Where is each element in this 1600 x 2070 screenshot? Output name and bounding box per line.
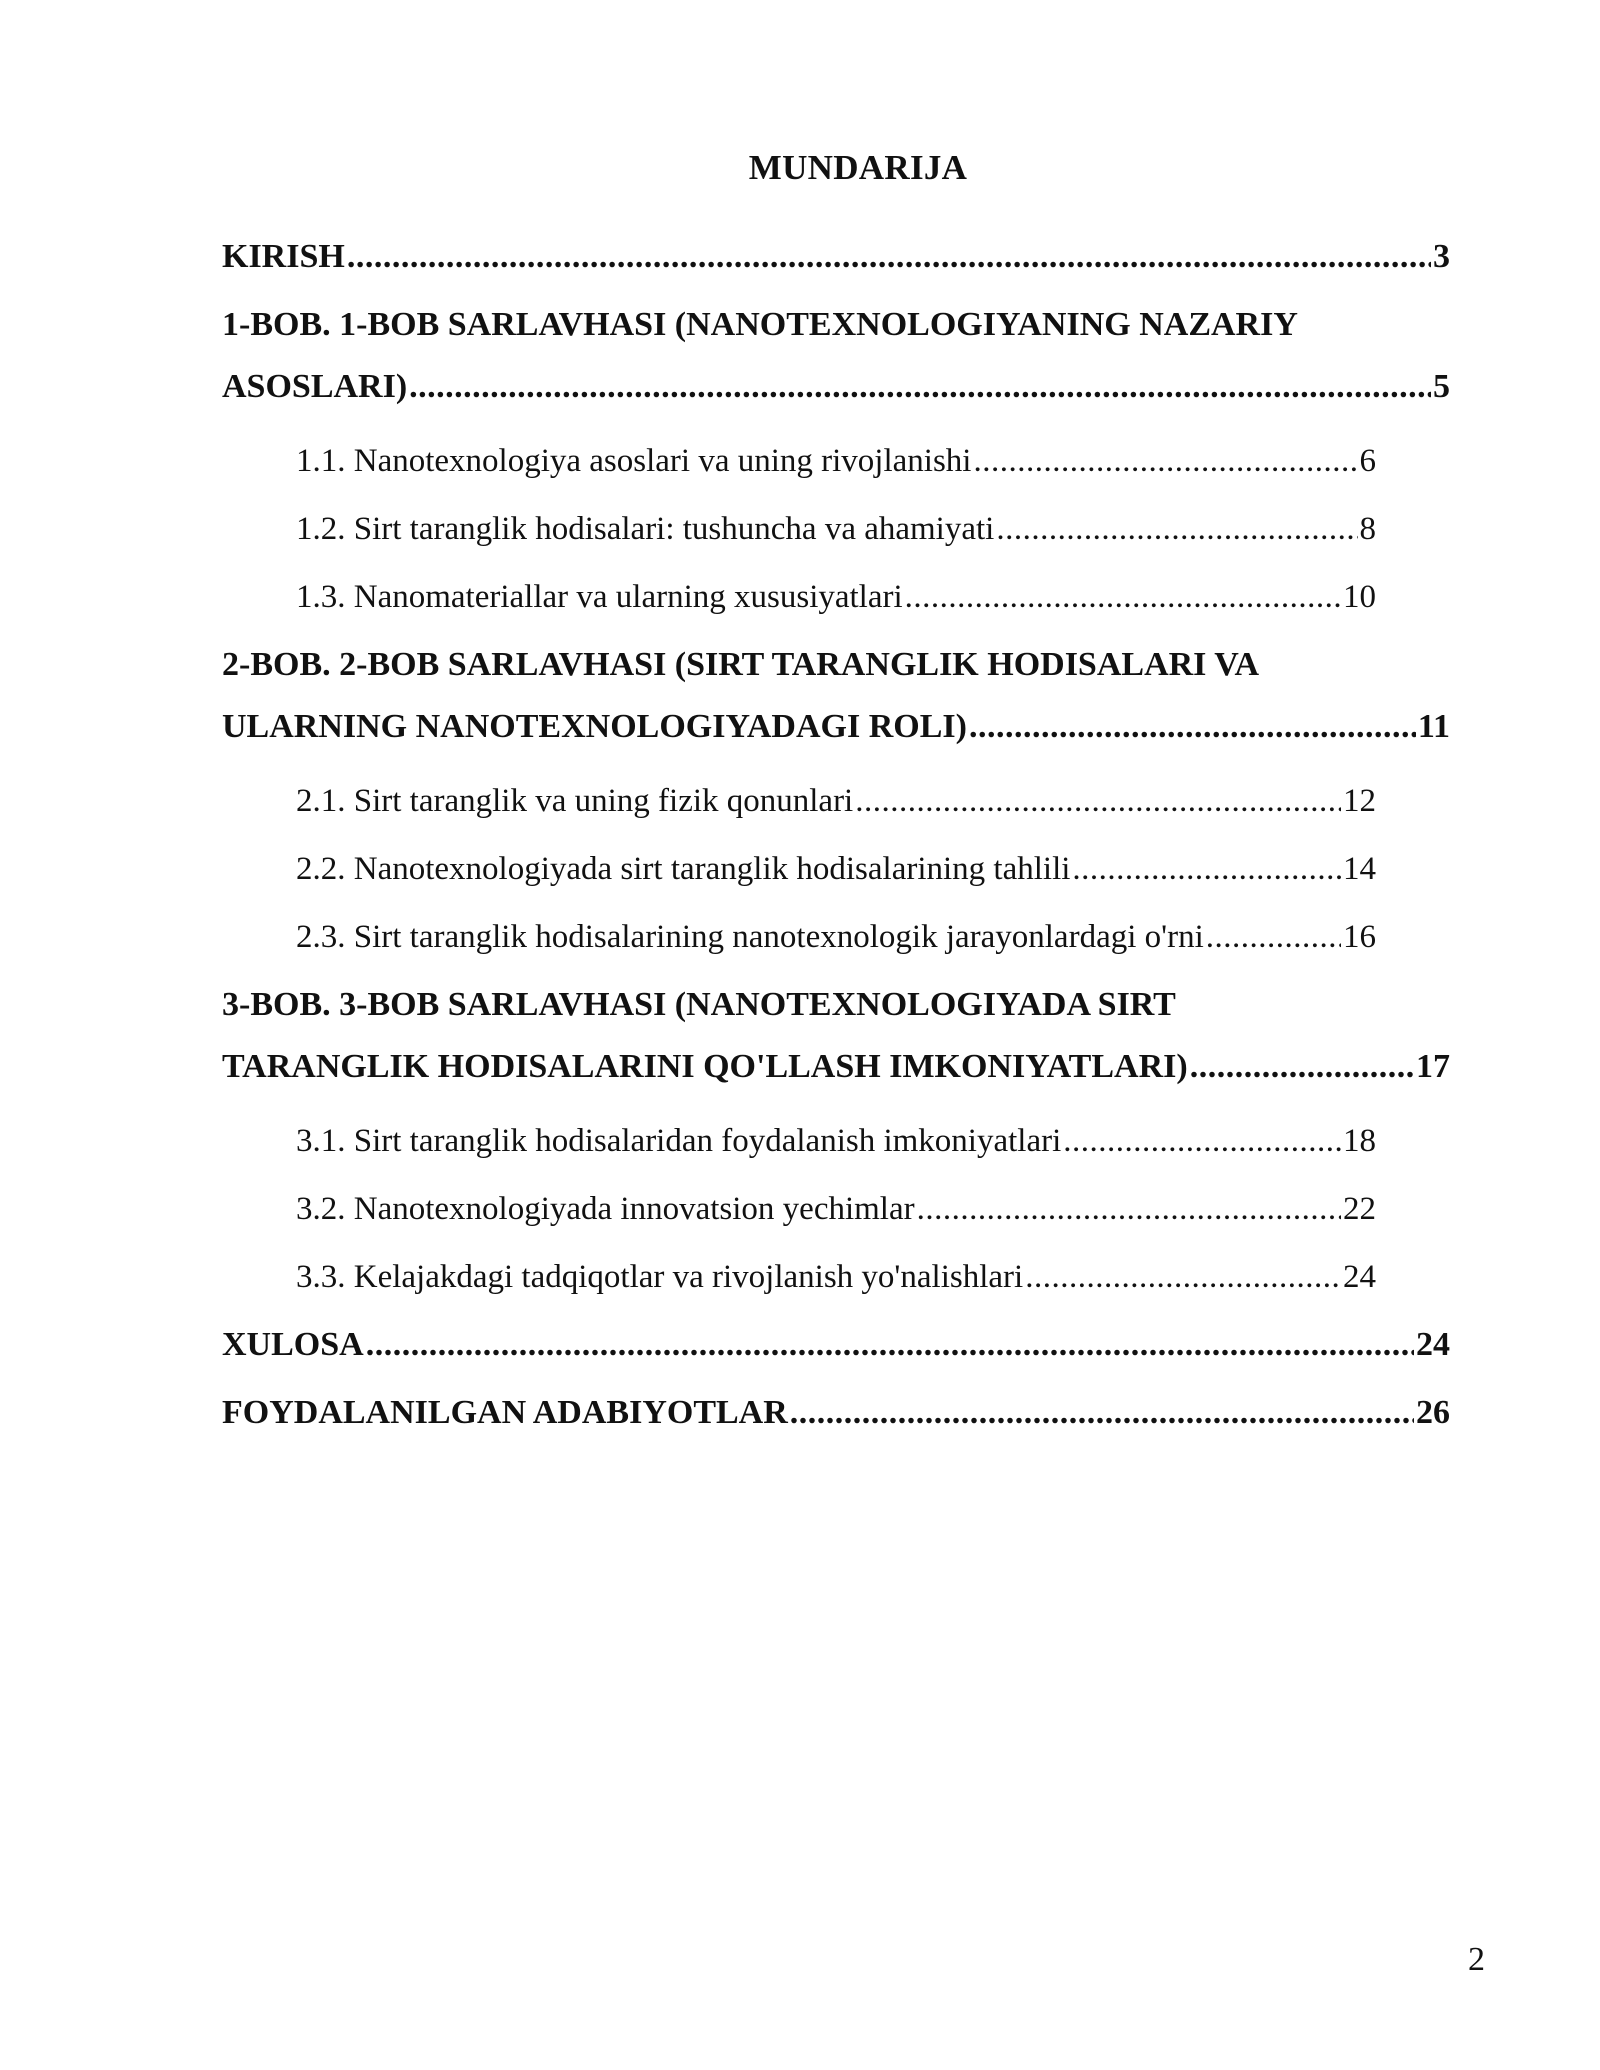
toc-entry-references[interactable] (222, 1382, 1450, 1450)
toc-page-number: 22 (1343, 1191, 1376, 1227)
toc-dot-leader (1025, 1246, 1341, 1308)
toc-entry-chapter-1[interactable] (222, 294, 1450, 430)
toc-page-number: 6 (1359, 443, 1376, 479)
toc-entry-title: XULOSA (222, 1326, 364, 1363)
toc-page-number: 18 (1343, 1123, 1376, 1159)
toc-page-number: 11 (1417, 708, 1450, 745)
toc-entry-section-2-1[interactable] (296, 770, 1376, 838)
toc-dot-leader (347, 226, 1431, 288)
toc-entry-section-1-1[interactable] (296, 430, 1376, 498)
toc-entry-title-line1: 3-BOB. 3-BOB SARLAVHASI (NANOTEXNOLOGIYADA SIRT (222, 986, 1176, 1023)
toc-dot-leader (973, 430, 1357, 492)
page-title: MUNDARIJA (748, 148, 968, 187)
toc-dot-leader (1190, 1036, 1414, 1098)
table-of-contents (222, 226, 1450, 1450)
toc-entry-kirish[interactable] (222, 226, 1450, 294)
toc-entry-section-2-2[interactable] (296, 838, 1376, 906)
toc-dot-leader (905, 566, 1341, 628)
toc-entry-section-2-3[interactable] (296, 906, 1376, 974)
toc-entry-title: 2.2. Nanotexnologiyada sirt taranglik hodisalarining tahlili (296, 851, 1071, 887)
toc-entry-section-3-1[interactable] (296, 1110, 1376, 1178)
toc-page-number: 16 (1343, 919, 1376, 955)
toc-page-number: 5 (1433, 368, 1450, 405)
toc-entry-section-3-3[interactable] (296, 1246, 1376, 1314)
toc-page-number: 10 (1343, 579, 1376, 615)
toc-dot-leader (790, 1382, 1414, 1444)
toc-dot-leader (409, 356, 1431, 418)
toc-dot-leader (917, 1178, 1341, 1240)
toc-page-number: 14 (1343, 851, 1376, 887)
toc-dot-leader (969, 696, 1416, 758)
toc-entry-section-1-2[interactable] (296, 498, 1376, 566)
toc-entry-section-3-2[interactable] (296, 1178, 1376, 1246)
toc-page-number: 24 (1343, 1259, 1376, 1295)
toc-page-number: 8 (1359, 511, 1376, 547)
toc-entry-title-line2: ASOSLARI) (222, 368, 408, 405)
page-number: 2 (1468, 1941, 1485, 1978)
toc-entry-title: 3.2. Nanotexnologiyada innovatsion yechimlar (296, 1191, 915, 1227)
toc-dot-leader (1206, 906, 1341, 968)
toc-entry-title: 1.3. Nanomateriallar va ularning xususiyatlari (296, 579, 903, 615)
toc-entry-title-line1: 2-BOB. 2-BOB SARLAVHASI (SIRT TARANGLIK HODISALARI VA (222, 646, 1260, 683)
toc-entry-title-line2: TARANGLIK HODISALARINI QO'LLASH IMKONIYATLARI) (222, 1048, 1188, 1085)
toc-entry-title: 2.1. Sirt taranglik va uning fizik qonunlari (296, 783, 854, 819)
toc-entry-section-1-3[interactable] (296, 566, 1376, 634)
toc-page-number: 26 (1416, 1394, 1450, 1431)
toc-entry-title: 1.1. Nanotexnologiya asoslari va uning rivojlanishi (296, 443, 972, 479)
toc-dot-leader (366, 1314, 1414, 1376)
toc-entry-title-line2: ULARNING NANOTEXNOLOGIYADAGI ROLI) (222, 708, 967, 745)
toc-page-number: 12 (1343, 783, 1376, 819)
toc-entry-xulosa[interactable] (222, 1314, 1450, 1382)
toc-page-number: 3 (1433, 238, 1450, 275)
toc-entry-chapter-3[interactable] (222, 974, 1450, 1110)
toc-entry-title: 3.1. Sirt taranglik hodisalaridan foydalanish imkoniyatlari (296, 1123, 1062, 1159)
toc-dot-leader (1072, 838, 1341, 900)
toc-entry-title: FOYDALANILGAN ADABIYOTLAR (222, 1394, 788, 1431)
toc-dot-leader (996, 498, 1357, 560)
toc-dot-leader (855, 770, 1341, 832)
toc-page-number: 17 (1416, 1048, 1450, 1085)
toc-entry-title-line1: 1-BOB. 1-BOB SARLAVHASI (NANOTEXNOLOGIYANING NAZARIY (222, 306, 1298, 343)
toc-entry-title: KIRISH (222, 238, 345, 275)
toc-entry-title: 2.3. Sirt taranglik hodisalarining nanotexnologik jarayonlardagi o'rni (296, 919, 1204, 955)
toc-entry-title: 3.3. Kelajakdagi tadqiqotlar va rivojlanish yo'nalishlari (296, 1259, 1024, 1295)
toc-entry-chapter-2[interactable] (222, 634, 1450, 770)
toc-page-number: 24 (1416, 1326, 1450, 1363)
toc-dot-leader (1063, 1110, 1341, 1172)
toc-entry-title: 1.2. Sirt taranglik hodisalari: tushuncha va ahamiyati (296, 511, 995, 547)
